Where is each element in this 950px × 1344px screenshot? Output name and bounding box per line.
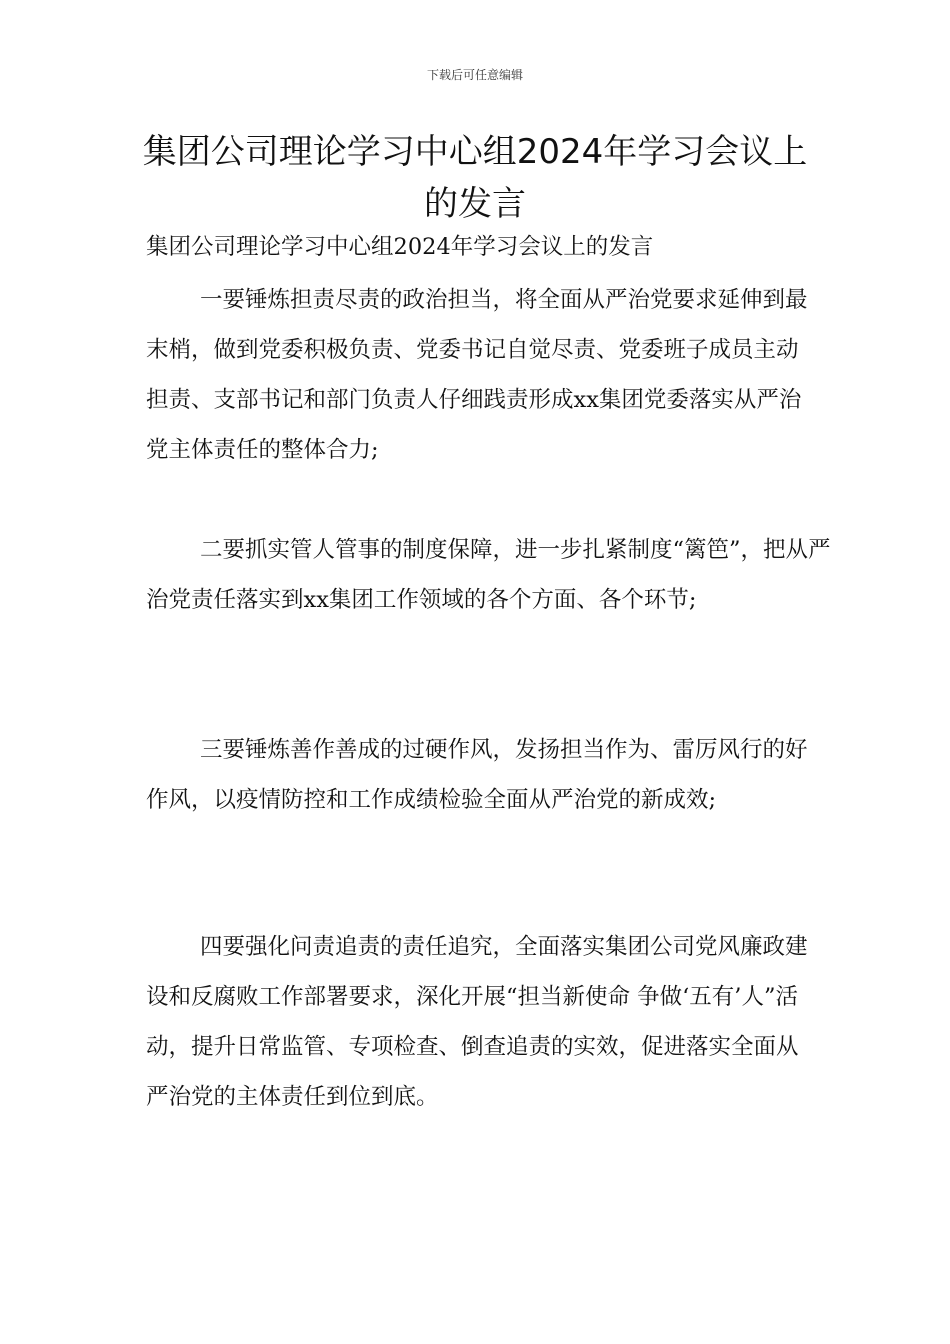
paragraph-2: 二要抓实管人管事的制度保障，进一步扎紧制度“篱笆”，把从严治党责任落实到xx集团工作领域的各个方面、各个环节;: [146, 537, 831, 613]
document-subtitle: 集团公司理论学习中心组2024年学习会议上的发言: [146, 234, 654, 260]
page-title: 集团公司理论学习中心组2024年学习会议上的发言: [142, 132, 808, 224]
paragraph-3: 三要锤炼善作善成的过硬作风，发扬担当作为、雷厉风行的好作风，以疫情防控和工作成绩检验全面从严治党的新成效;: [146, 737, 808, 813]
header-note: 下载后可任意编辑: [426, 68, 523, 82]
paragraph-4: 四要强化问责追责的责任追究，全面落实集团公司党风廉政建设和反腐败工作部署要求，深化开展“担当新使命 争做‘五有’人”活动，提升日常监管、专项检查、倒查追责的实效，促进落实全面从严治党的主体责任到位到底。: [146, 934, 808, 1110]
paragraph-1: 一要锤炼担责尽责的政治担当，将全面从严治党要求延伸到最末梢，做到党委积极负责、党委书记自觉尽责、党委班子成员主动担责、支部书记和部门负责人仔细践责形成xx集团党委落实从严治党主体责任的整体合力;: [146, 287, 808, 463]
